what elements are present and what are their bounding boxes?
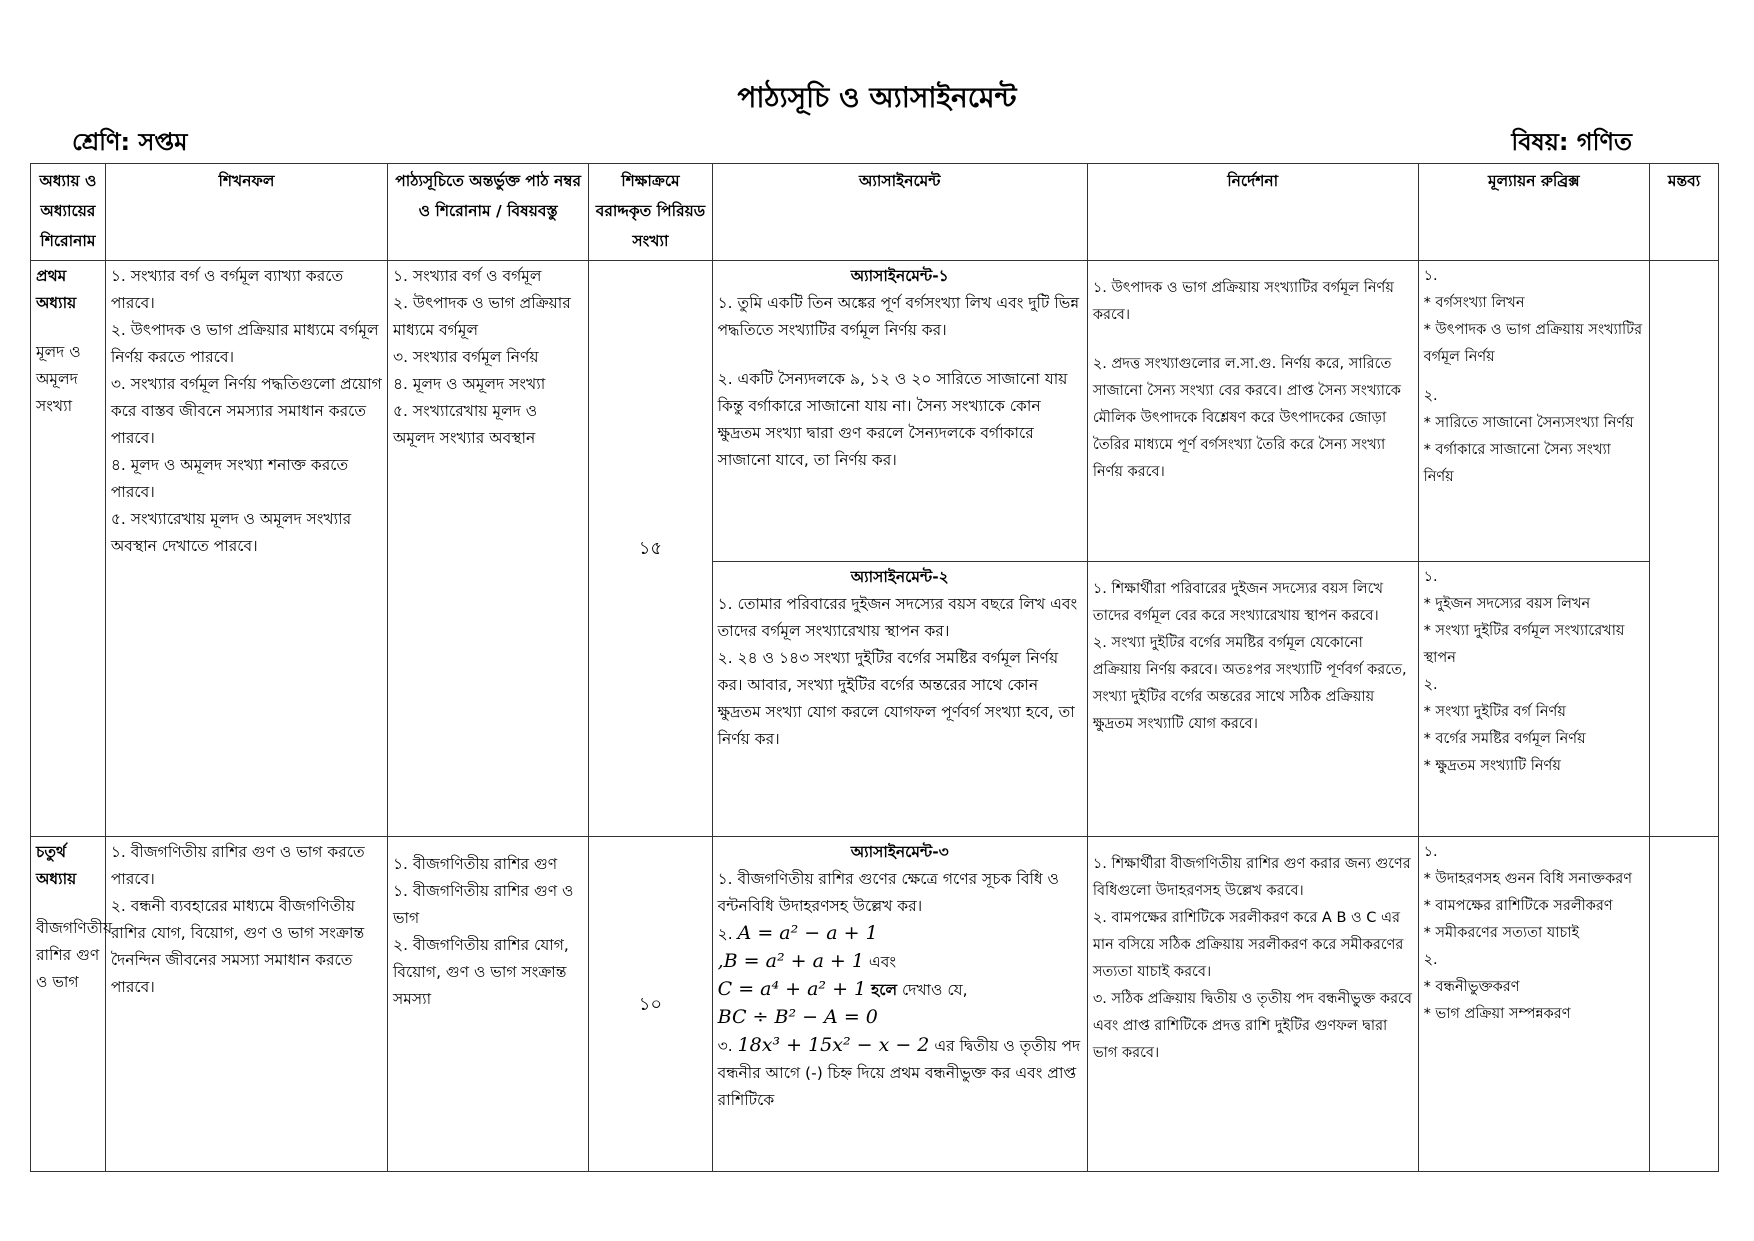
equation-d: BC ÷ B² − A = 0 <box>717 1006 878 1028</box>
rubric-item: * ভাগ প্রক্রিয়া সম্পন্নকরণ <box>1423 1006 1571 1022</box>
rubric-item: ২. <box>1423 952 1438 968</box>
instructions-cell <box>1087 837 1418 1172</box>
col-header-rubric: মূল্যায়ন রুব্রিক্স <box>1418 164 1650 261</box>
col-header-assignment: অ্যাসাইনমেন্ট <box>712 164 1087 261</box>
chapter-number: চতুর্থ অধ্যায় <box>36 843 77 888</box>
assignment-item: ১. তুমি একটি তিন অঙ্কের পূর্ণ বর্গসংখ্যা লিখ এবং দুটি ভিন্ন পদ্ধতিতে সংখ্যাটির বর্গমূল নির্ণয় কর। <box>717 294 1080 339</box>
chapter-number: প্রথম অধ্যায় <box>36 267 77 312</box>
chapter-cell <box>31 261 106 837</box>
assignment-title: অ্যাসাইনমেন্ট-৩ <box>850 843 949 861</box>
rubric-item: * বন্ধনীভুক্তকরণ <box>1423 979 1520 995</box>
assignment-item: ২. একটি সৈন্যদলকে ৯, ১২ ও ২০ সারিতে সাজানো যায় কিন্তু বর্গাকারে সাজানো যায় না। সৈন্য সংখ্যাকে কোন ক্ষুদ্রতম সংখ্যা দ্বারা গুণ করলে সৈন্যদলকে বর্গাকারে সাজানো যাবে, তা নির্ণয় কর। <box>717 370 1068 469</box>
rubric-item: ২. <box>1423 388 1438 404</box>
instruction-item: ১. উৎপাদক ও ভাগ প্রক্রিয়ায় সংখ্যাটির বর্গমূল নির্ণয় করবে। <box>1092 280 1394 323</box>
instruction-item: ২. বামপক্ষের রাশিটিকে সরলীকরণ করে A B ও C এর মান বসিয়ে সঠিক প্রক্রিয়ায় সরলীকরণ করে সমীকরণের সত্যতা যাচাই করবে। <box>1092 910 1404 980</box>
rubric-item: * বর্গের সমষ্টির বর্গমূল নির্ণয় <box>1423 731 1586 747</box>
rubric-item: ১. <box>1423 569 1438 585</box>
equation-text: দেখাও যে, <box>901 981 968 999</box>
rubric-item: * সংখ্যা দুইটির বর্গ নির্ণয় <box>1423 704 1566 720</box>
class-label: শ্রেণি: সপ্তম <box>72 128 188 156</box>
subject-label: বিষয়: গণিত <box>1511 128 1632 156</box>
equation-b: ,B = a² + a + 1 <box>717 950 864 972</box>
outcome-item: ১. সংখ্যার বর্গ ও বর্গমূল ব্যাখ্যা করতে পারবে। <box>110 267 344 312</box>
col-header-remarks: মন্তব্য <box>1650 164 1719 261</box>
rubric-item: * সংখ্যা দুইটির বর্গমূল সংখ্যারেখায় স্থাপন <box>1423 623 1625 666</box>
rubric-cell <box>1418 562 1650 837</box>
assignment-cell <box>712 562 1087 837</box>
equation-text: এবং <box>868 953 897 971</box>
col-header-lessons: পাঠ্যসূচিতে অন্তর্ভুক্ত পাঠ নম্বর ও শিরোনাম / বিষয়বস্তু <box>388 164 589 261</box>
lesson-item: ১. বীজগণিতীয় রাশির গুণ <box>393 855 558 873</box>
remarks-cell <box>1650 837 1719 1172</box>
instructions-cell <box>1087 261 1418 562</box>
chapter-cell <box>31 837 113 1172</box>
outcome-item: ২. বন্ধনী ব্যবহারের মাধ্যমে বীজগণিতীয় রাশির যোগ, বিয়োগ, গুণ ও ভাগ সংক্রান্ত দৈনন্দিন জীবনের সমস্যা সমাধান করতে পারবে। <box>110 897 365 996</box>
rubric-item: * সমীকরণের সত্যতা যাচাই <box>1423 925 1579 941</box>
lessons-cell <box>388 837 589 1172</box>
lessons-cell <box>388 261 589 837</box>
col-header-periods: শিক্ষাক্রমে বরাদ্দকৃত পিরিয়ড সংখ্যা <box>589 164 712 261</box>
instructions-cell <box>1087 562 1418 837</box>
rubric-item: ১. <box>1423 844 1438 860</box>
rubric-item: * বামপক্ষের রাশিটিকে সরলীকরণ <box>1423 898 1613 914</box>
outcome-item: ৩. সংখ্যার বর্গমূল নির্ণয় পদ্ধতিগুলো প্রয়োগ করে বাস্তব জীবনে সমস্যার সমাধান করতে পারবে। <box>110 375 382 447</box>
assignment-item <box>718 1032 1082 1114</box>
rubric-item: * উৎপাদক ও ভাগ প্রক্রিয়ায় সংখ্যাটির বর্গমূল নির্ণয় <box>1423 322 1643 365</box>
outcome-item: ২. উৎপাদক ও ভাগ প্রক্রিয়ার মাধ্যমে বর্গমূল নির্ণয় করতে পারবে। <box>110 321 379 366</box>
instruction-item: ২. সংখ্যা দুইটির বর্গের সমষ্টির বর্গমূল যেকোনো প্রক্রিয়ায় নির্ণয় করবে। অতঃপর সংখ্যাটি পূর্ণবর্গ করতে, সংখ্যা দুইটির বর্গের অন্তরের সাথে সঠিক প্রক্রিয়ায় ক্ষুদ্রতম সংখ্যাটি যোগ করবে। <box>1092 635 1407 732</box>
table-row <box>31 837 1719 1172</box>
equation-text: হলে <box>871 981 897 999</box>
assignment-title: অ্যাসাইনমেন্ট-২ <box>850 568 949 586</box>
rubric-item: * বর্গাকারে সাজানো সৈন্য সংখ্যা নির্ণয় <box>1423 442 1611 485</box>
instruction-item: ১. শিক্ষার্থীরা পরিবারের দুইজন সদস্যের বয়স লিখে তাদের বর্গমূল বের করে সংখ্যারেখায় স্থাপন করবে। <box>1092 581 1383 624</box>
assignment-cell <box>712 837 1087 1172</box>
rubric-item: ২. <box>1423 677 1438 693</box>
rubric-cell <box>1418 261 1650 562</box>
lesson-item: ১. বীজগণিতীয় রাশির গুণ ও ভাগ <box>393 882 574 927</box>
outcomes-cell <box>105 837 387 1172</box>
periods-cell: ১০ <box>589 837 712 1172</box>
assignment-cell <box>712 261 1087 562</box>
assignment-item: ১. তোমার পরিবারের দুইজন সদস্যের বয়স বছরে লিখ এবং তাদের বর্গমূল সংখ্যারেখায় স্থাপন কর। <box>717 595 1078 640</box>
assignment-item <box>718 976 1082 1004</box>
assignment-item: ২. ২৪ ও ১৪৩ সংখ্যা দুইটির বর্গের সমষ্টির বর্গমূল নির্ণয় কর। আবার, সংখ্যা দুইটির বর্গের অন্তরের সাথে কোন ক্ষুদ্রতম সংখ্যা যোগ করলে যোগফল পূর্ণবর্গ সংখ্যা হবে, তা নির্ণয় কর। <box>717 649 1075 748</box>
rubric-item: * দুইজন সদস্যের বয়স লিখন <box>1423 596 1591 612</box>
rubric-cell <box>1418 837 1650 1172</box>
rubric-item: * ক্ষুদ্রতম সংখ্যাটি নির্ণয় <box>1423 758 1561 774</box>
lesson-item: ৪. মূলদ ও অমূলদ সংখ্যা <box>393 375 546 393</box>
equation-e: 18x³ + 15x² − x − 2 <box>737 1034 930 1056</box>
assignment-item <box>718 920 1082 948</box>
rubric-item: * উদাহরণসহ গুনন বিধি সনাক্তকরণ <box>1423 871 1632 887</box>
rubric-item: * সারিতে সাজানো সৈন্যসংখ্যা নির্ণয় <box>1423 415 1634 431</box>
instruction-item: ১. শিক্ষার্থীরা বীজগণিতীয় রাশির গুণ করার জন্য গুণের বিধিগুলো উদাহরণসহ উল্লেখ করবে। <box>1092 856 1411 899</box>
remarks-cell <box>1650 261 1719 837</box>
lesson-item: ২. বীজগণিতীয় রাশির যোগ, বিয়োগ, গুণ ও ভাগ সংক্রান্ত সমস্যা <box>393 936 569 1008</box>
col-header-instructions: নির্দেশনা <box>1087 164 1418 261</box>
page-title: পাঠ্যসূচি ও অ্যাসাইনমেন্ট <box>737 81 1017 114</box>
outcome-item: ৪. মূলদ ও অমূলদ সংখ্যা শনাক্ত করতে পারবে। <box>110 456 349 501</box>
chapter-title: বীজগণিতীয় রাশির গুণ ও ভাগ <box>36 919 113 991</box>
assignment-item: ১. বীজগণিতীয় রাশির গুণের ক্ষেত্রে গণের সূচক বিধি ও বন্টনবিধি উদাহরণসহ উল্লেখ কর। <box>717 870 1059 915</box>
outcomes-cell <box>105 261 387 837</box>
equation-a: A = a² − a + 1 <box>737 922 878 944</box>
assignment-item <box>718 1004 1082 1032</box>
chapter-title: মূলদ ও অমূলদ সংখ্যা <box>36 343 81 415</box>
lesson-item: ৫. সংখ্যারেখায় মূলদ ও অমূলদ সংখ্যার অবস্থান <box>393 402 538 447</box>
syllabus-table <box>30 163 1719 1172</box>
table-row <box>31 261 1719 562</box>
outcome-item: ১. বীজগণিতীয় রাশির গুণ ও ভাগ করতে পারবে। <box>110 843 365 888</box>
lesson-item: ৩. সংখ্যার বর্গমূল নির্ণয় <box>393 348 539 366</box>
rubric-item: * বর্গসংখ্যা লিখন <box>1423 295 1525 311</box>
assignment-title: অ্যাসাইনমেন্ট-১ <box>850 267 949 285</box>
lesson-item: ১. সংখ্যার বর্গ ও বর্গমূল <box>393 267 542 285</box>
col-header-chapter: অধ্যায় ও অধ্যায়ের শিরোনাম <box>31 164 106 261</box>
header-row <box>31 164 1719 261</box>
col-header-outcomes: শিখনফল <box>105 164 387 261</box>
instruction-item: ২. প্রদত্ত সংখ্যাগুলোর ল.সা.গু. নির্ণয় করে, সারিতে সাজানো সৈন্য সংখ্যা বের করবে। প্রাপ্ত সৈন্য সংখ্যাকে মৌলিক উৎপাদকে বিশ্লেষণ করে উৎপাদকের জোড়া তৈরির মাধ্যমে পূর্ণ বর্গসংখ্যা তৈরি করে সৈন্য সংখ্যা নির্ণয় করবে। <box>1092 356 1401 480</box>
rubric-item: ১. <box>1423 268 1438 284</box>
lesson-item: ২. উৎপাদক ও ভাগ প্রক্রিয়ার মাধ্যমে বর্গমূল <box>393 294 571 339</box>
item-number: ৩. <box>717 1037 733 1055</box>
outcome-item: ৫. সংখ্যারেখায় মূলদ ও অমূলদ সংখ্যার অবস্থান দেখাতে পারবে। <box>110 510 352 555</box>
periods-cell: ১৫ <box>589 261 712 837</box>
equation-text: এর দ্বিতীয় ও তৃতীয় পদ বন্ধনীর আগে (-) চিহ্ন দিয়ে প্রথম বন্ধনীভুক্ত কর এবং প্রাপ্ত রাশিটিকে <box>717 1037 1081 1109</box>
equation-c: C = a⁴ + a² + 1 <box>717 978 867 1000</box>
assignment-item <box>718 948 1082 976</box>
instruction-item: ৩. সঠিক প্রক্রিয়ায় দ্বিতীয় ও তৃতীয় পদ বন্ধনীভুক্ত করবে এবং প্রাপ্ত রাশিটিকে প্রদত্ত রাশি দুইটির গুণফল দ্বারা ভাগ করবে। <box>1092 991 1412 1061</box>
item-number: ২. <box>717 925 733 943</box>
